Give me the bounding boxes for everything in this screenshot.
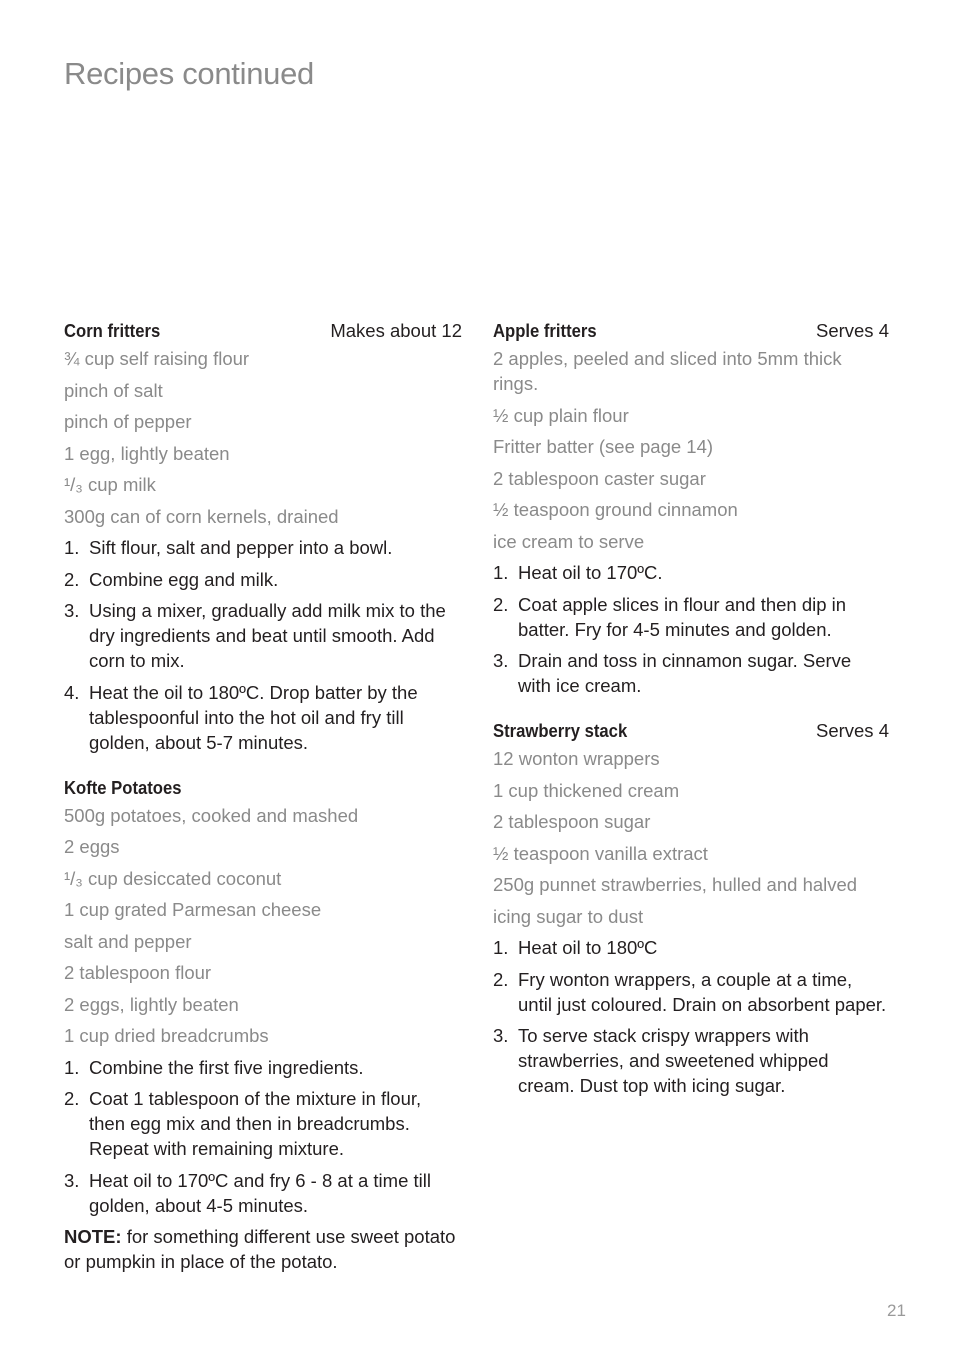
recipe-title: Strawberry stack (493, 720, 628, 741)
step-text: Combine egg and milk. (89, 568, 279, 590)
ingredient: ¹/₃ cup desiccated coconut (64, 867, 282, 889)
note-label: NOTE: (64, 1226, 122, 1247)
recipe-note (64, 1224, 462, 1274)
step-text: Combine the first five ingredients. (89, 1056, 364, 1078)
step-number: 2. (64, 1088, 80, 1109)
method-step (64, 1086, 462, 1161)
method-step (64, 680, 462, 755)
ingredient: 12 wonton wrappers (493, 748, 660, 769)
ingredient: 2 apples, peeled and sliced into 5mm thick rings. (493, 348, 842, 394)
ingredient: pinch of pepper (64, 411, 192, 432)
ingredient: salt and pepper (64, 930, 192, 952)
step-number: 1. (64, 537, 80, 558)
step-number: 1. (64, 1056, 80, 1078)
ingredient: ¹/₃ cup milk (64, 474, 156, 495)
step-number: 3. (493, 1025, 509, 1046)
recipe-title: Kofte Potatoes (64, 776, 182, 798)
method-step (493, 560, 889, 585)
step-text: Heat oil to 170ºC and fry 6 - 8 at a time till golden, about 4-5 minutes. (89, 1169, 431, 1216)
recipe-yield: Makes about 12 (330, 320, 462, 341)
step-number: 1. (493, 937, 509, 958)
recipe-corn-fritters (64, 318, 462, 755)
method-step (64, 535, 462, 560)
method-step (493, 592, 889, 642)
method-steps (64, 1055, 462, 1218)
step-text: Drain and toss in cinnamon sugar. Serve with ice cream. (518, 650, 852, 696)
ingredient-list (64, 346, 462, 529)
step-number: 1. (493, 562, 509, 583)
note-text: for something different use sweet potato or pumpkin in place of the potato. (64, 1226, 456, 1272)
ingredient: 500g potatoes, cooked and mashed (64, 804, 359, 826)
ingredient: 250g punnet strawberries, hulled and halved (493, 874, 858, 895)
method-step (493, 967, 889, 1017)
ingredient: 2 tablespoon flour (64, 962, 212, 983)
ingredient-list (493, 746, 889, 929)
ingredient: 300g can of corn kernels, drained (64, 505, 339, 527)
ingredient: 1 cup thickened cream (493, 779, 680, 801)
recipe-header (64, 775, 462, 800)
ingredient: 2 eggs (64, 836, 120, 857)
method-steps (493, 560, 889, 698)
recipe-apple-fritters (493, 318, 889, 698)
ingredient: 1 cup grated Parmesan cheese (64, 899, 322, 920)
left-column (64, 318, 462, 1293)
method-step (64, 1168, 462, 1218)
ingredient: ½ teaspoon vanilla extract (493, 842, 708, 864)
ingredient: 1 egg, lightly beaten (64, 442, 230, 464)
step-number: 3. (64, 600, 80, 621)
ingredient: icing sugar to dust (493, 905, 644, 927)
ingredient: ¾ cup self raising flour (64, 348, 250, 369)
ingredient: ½ teaspoon ground cinnamon (493, 499, 738, 520)
method-step (64, 567, 462, 592)
step-number: 2. (493, 968, 509, 990)
ingredient: ice cream to serve (493, 530, 645, 552)
ingredient: 2 tablespoon sugar (493, 811, 651, 832)
recipe-header (493, 318, 889, 343)
method-step (64, 598, 462, 673)
step-number: 3. (493, 650, 509, 671)
step-number: 2. (493, 593, 509, 615)
step-text: Coat 1 tablespoon of the mixture in flour, then egg mix and then in breadcrumbs. Repeat with remaining mixture. (89, 1088, 422, 1159)
recipe-yield: Serves 4 (815, 720, 889, 741)
recipe-header (493, 718, 889, 743)
ingredient: Fritter batter (see page 14) (493, 436, 714, 457)
recipe-title: Apple fritters (493, 320, 597, 341)
ingredient: 2 tablespoon caster sugar (493, 467, 706, 489)
step-text: Sift flour, salt and pepper into a bowl. (89, 537, 393, 558)
recipe-kofte-potatoes (64, 775, 462, 1275)
method-step (64, 1055, 462, 1080)
method-steps (64, 535, 462, 755)
ingredient: 2 eggs, lightly beaten (64, 993, 239, 1015)
step-text: To serve stack crispy wrappers with strawberries, and sweetened whipped cream. Dust top with icing sugar. (518, 1025, 829, 1096)
ingredient-list (64, 803, 462, 1049)
step-number: 4. (64, 681, 80, 703)
recipe-yield: Serves 4 (815, 320, 889, 341)
page-number: 21 (887, 1301, 906, 1320)
right-column (493, 318, 889, 1105)
step-text: Heat oil to 170ºC. (518, 562, 663, 583)
ingredient: ½ cup plain flour (493, 404, 629, 426)
step-text: Heat the oil to 180ºC. Drop batter by the tablespoonful into the hot oil and fry till golden, about 5-7 minutes. (89, 681, 418, 753)
ingredient: 1 cup dried breadcrumbs (64, 1025, 269, 1046)
method-step (493, 1023, 889, 1098)
recipe-header (64, 318, 462, 343)
method-steps (493, 935, 889, 1098)
step-number: 2. (64, 568, 80, 590)
ingredient: pinch of salt (64, 379, 163, 401)
step-text: Fry wonton wrappers, a couple at a time, until just coloured. Drain on absorbent paper. (518, 968, 887, 1015)
method-step (493, 648, 889, 698)
recipe-title: Corn fritters (64, 320, 161, 341)
step-text: Using a mixer, gradually add milk mix to the dry ingredients and beat until smooth. Add corn to mix. (89, 600, 446, 671)
recipe-strawberry-stack (493, 718, 889, 1098)
step-number: 3. (64, 1169, 80, 1191)
step-text: Heat oil to 180ºC (518, 937, 658, 958)
ingredient-list (493, 346, 889, 554)
method-step (493, 935, 889, 960)
step-text: Coat apple slices in flour and then dip in batter. Fry for 4-5 minutes and golden. (518, 593, 847, 640)
page-title: Recipes continued (64, 56, 314, 91)
